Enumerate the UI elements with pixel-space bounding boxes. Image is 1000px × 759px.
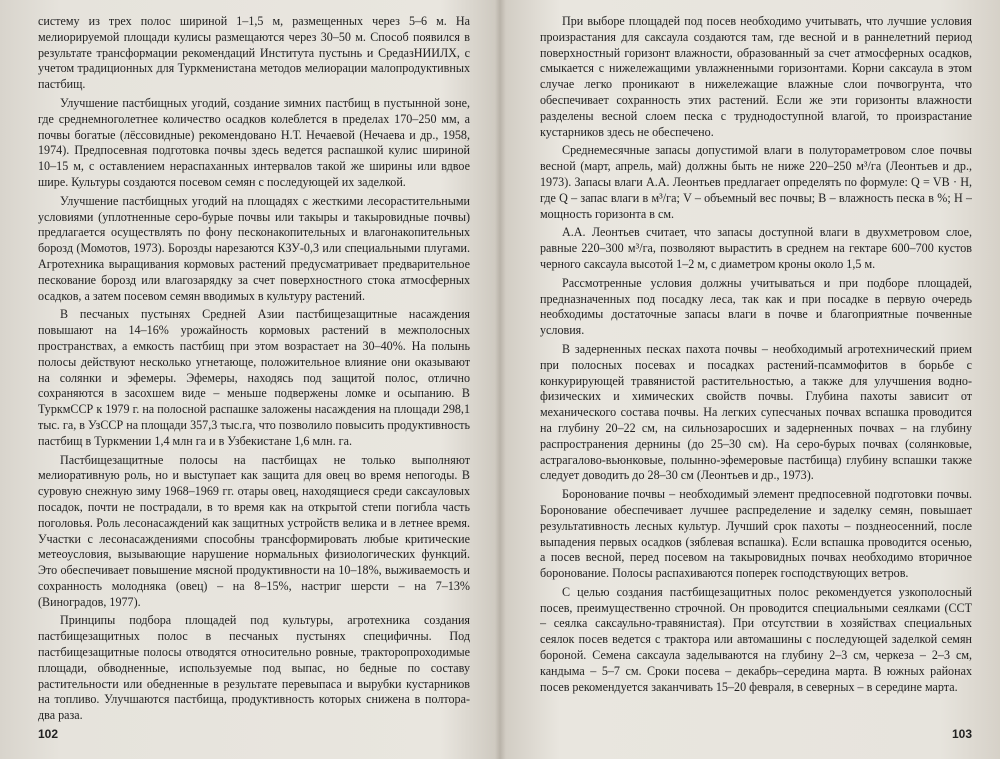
left-page-text <box>38 14 470 724</box>
paragraph: Среднемесячные запасы допустимой влаги в полутораметровом слое почвы весной (март, апрель, май) должны быть не ниже 220–250 м³/га (Леонтьев и др., 1973). Запасы влаги А.А. Леонтьев предлагает определять по формуле: Q = VB · H, где Q – запас влаги в м³/га; V – объемный вес почвы; B – влажность песка в %; H – мощность горизонта в см. <box>540 143 972 221</box>
paragraph: Боронование почвы – необходимый элемент предпосевной подготовки почвы. Боронование обеспечивает лучшее распределение и заделку семян, повышает результативность лесных культур. Лучший срок пахоты – позднеосенний, после выпадения первых осадков (зяблевая вспашка). Если вспашка проводится осенью, а посев весной, перед посевом на такыровидных почвах необходимо вторичное боронование. Полосы распахиваются поперек господствующих ветров. <box>540 487 972 581</box>
paragraph: При выборе площадей под посев необходимо учитывать, что лучшие условия произрастания для саксаула создаются там, где весной и в раннелетний период поверхностный горизонт влажности, образованный за счет атмосферных осадков, смыкается с нижележащими увлажненными горизонтами. Корни саксаула в этом случае легко проникают в нижележащие влажные слои почвогрунта, что обеспечивает сохранность этих растений. Если же эти горизонты влажности разделены весной слоем песка с труднодоступной влагой, то произрастание кустарников здесь не обеспечено. <box>540 14 972 139</box>
paragraph: Улучшение пастбищных угодий, создание зимних пастбищ в пустынной зоне, где среднемноголетнее количество осадков колеблется в пределах 170–250 мм, а почвы богатые (лёссовидные) рекомендовано Н.Т. Нечаевой (Нечаева и др., 1958, 1974). Предпосевная подготовка почвы здесь ведется распашкой кулис шириной 10–15 м, с оставлением нераспаханных интервалов такой же ширины или вдвое шире. Культуры создаются посевом семян с последующей их заделкой. <box>38 95 470 189</box>
right-page <box>540 14 972 749</box>
paragraph: систему из трех полос шириной 1–1,5 м, размещенных через 5–6 м. На мелиорируемой площади кулисы размещаются через 30–50 м. Способ появился в результате трансформации рекомендаций Института пустынь и СредазНИИЛХ, с учетом традиционных для Туркменистана методов мелиорации малопродуктивных пастбищ. <box>38 14 470 92</box>
left-page <box>38 14 470 749</box>
paragraph: С целью создания пастбищезащитных полос рекомендуется узкополосный посев, преимущественно строчной. Он проводится специальными сеялками (ССТ – сеялка саксаульно-травянистая). При отсутствии в хозяйствах специальных сеялок посев ведется с трактора или автомашины с последующей заделкой семян бороной. Семена саксаула заделываются на глубину 2–3 см, черкеза – 2–3 см, кандыма – 5–7 см. Сроки посева – декабрь–середина марта. В южных районах посев рекомендуется заканчивать 15–20 февраля, в северных – в середине марта. <box>540 584 972 694</box>
paragraph: В задерненных песках пахота почвы – необходимый агротехнический прием при полосных посевах и посадках растений-псаммофитов в борьбе с конкурирующей травянистой растительностью, а также для улучшения водно-физических и химических свойств почвы. Глубина пахоты зависит от механического состава почвы. На легких супесчаных почвах вспашка проводится на глубину 20–22 см, на сильнозаросших и задерненных почвах – на глубину распространения дернины (до 25–30 см). На серо-бурых почвах (солянковые, астрагалово-вьюнковые, полынно-эфемеровые пастбища) глубину вспашки также следует доводить до 28–30 см (Леонтьев и др., 1973). <box>540 341 972 483</box>
paragraph: А.А. Леонтьев считает, что запасы доступной влаги в двухметровом слое, равные 220–300 м³/га, позволяют вырастить в среднем на гектаре 600–700 кустов черного саксаула высотой 1–2 м, с диаметром кроны около 1,5 м. <box>540 225 972 271</box>
paragraph: Рассмотренные условия должны учитываться и при подборе площадей, предназначенных под посадку леса, так как и при посадке в первую очередь необходимы достаточные запасы влаги в почве и благоприятные почвенные условия. <box>540 275 972 338</box>
right-page-text <box>540 14 972 695</box>
paragraph: Пастбищезащитные полосы на пастбищах не только выполняют мелиоративную роль, но и выступает как защита для овец во время непогоды. В суровую снежную зиму 1968–1969 гг. отары овец, находящиеся среди саксауловых посадок, почти не пострадали, в то время как на открытой степи погибла часть поголовья. Роль лесонасаждений как защитных устройств велика и в летнее время. Участки с лесонасаждениями способны трансформировать любые критические метеоусловия, вызывающие нарушение нормальных физиологических функций. Это обеспечивает повышение мясной продуктивности на 10–18%, выживаемость и сохранность молодняка (овец) – на 8–15%, настриг шерсти – на 7–13% (Виноградов, 1977). <box>38 452 470 609</box>
page-number: 102 <box>38 727 59 741</box>
paragraph: Улучшение пастбищных угодий на площадях с жесткими лесорастительными условиями (уплотненные серо-бурые почвы или такыры и такыровидные почвы) предлагается осуществлять по фону песконакопительных и влагонакопительных борозд (Момотов, 1973). Борозды нарезаются КЗУ-0,3 или специальными плугами. Агротехника выращивания кормовых растений предусматривает предварительное пескование борозд или влагозарядку за счет поверхностного стока атмосферных осадков, а затем посевом семян вводимых в культуру растений. <box>38 193 470 303</box>
page-number: 103 <box>951 727 972 741</box>
paragraph: Принципы подбора площадей под культуры, агротехника создания пастбищезащитных полос в песчаных пустынях специфичны. Под пастбищезащитные полосы отводятся относительно ровные, тракторопроходимые площади, обводненные, используемые под выпас, но бедные по составу растительности или обедненные в результате перевыпаса и вырубки кустарников на топливо. Улучшаются пастбища, продуктивность которых снижена в полтора-два раза. <box>38 613 470 723</box>
paragraph: В песчаных пустынях Средней Азии пастбищезащитные насаждения повышают на 14–16% урожайность кормовых растений в межполосных пространствах, а емкость пастбищ при этом возрастает на 30–40%. На полынь полосы действуют несколько угнетающе, положительное влияние они оказывают на солянки и эфемеры. Эфемеры, находясь под защитой полос, отлично сохраняются в засохшем виде – меньше подвержены ломке и осыпанию. В ТуркмССР к 1979 г. на полосной распашке заложены насаждения на площади 298,1 тыс. га, в УзССР на площади 357,3 тыс.га, что позволило повысить продуктивность пастбищ в Туркмении 1,4 млн га и в Узбекистане 1,6 млн. га. <box>38 307 470 448</box>
